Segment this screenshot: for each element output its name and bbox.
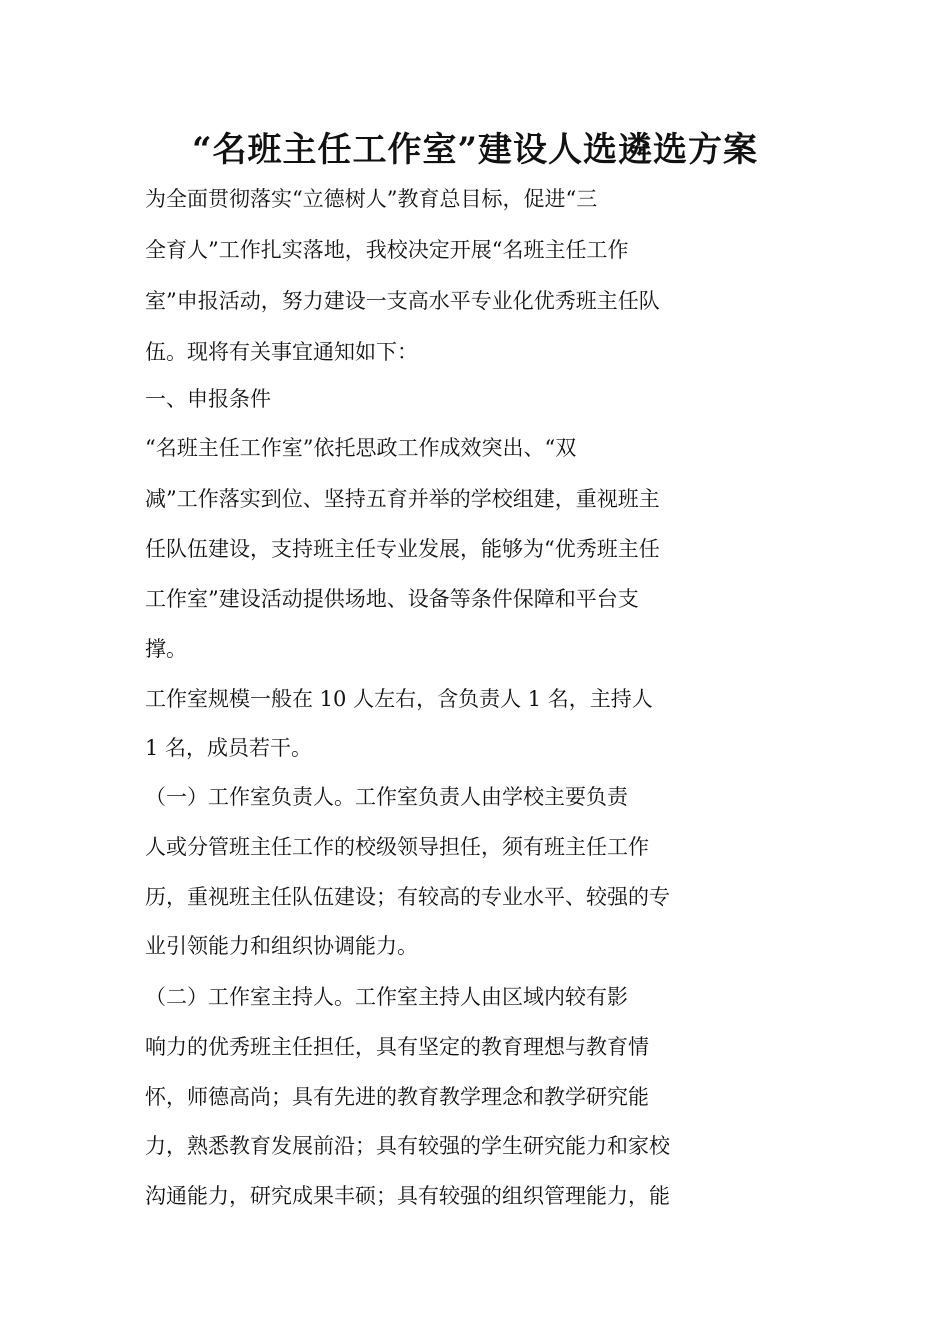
paragraph-line: 任队伍建设，支持班主任专业发展，能够为“优秀班主任 xyxy=(145,537,660,561)
paragraph-line: 工作室规模一般在 10 人左右，含负责人 1 名，主持人 xyxy=(145,687,653,711)
paragraph-line: 撑。 xyxy=(145,637,187,661)
paragraph-line: 为全面贯彻落实“立德树人”教育总目标，促进“三 xyxy=(145,187,598,211)
paragraph-line: 减”工作落实到位、坚持五育并举的学校组建，重视班主 xyxy=(145,487,660,511)
paragraph-line: 沟通能力，研究成果丰硕；具有较强的组织管理能力，能 xyxy=(145,1184,670,1208)
paragraph-line: 伍。现将有关事宜通知如下： xyxy=(145,340,418,364)
paragraph-line: （二）工作室主持人。工作室主持人由区域内较有影 xyxy=(145,985,628,1009)
section-heading: 一、申报条件 xyxy=(145,387,271,411)
paragraph-line: 怀，师德高尚；具有先进的教育教学理念和教学研究能 xyxy=(145,1085,649,1109)
paragraph-line: 业引领能力和组织协调能力。 xyxy=(145,934,418,958)
paragraph-line: 历，重视班主任队伍建设；有较高的专业水平、较强的专 xyxy=(145,885,670,909)
paragraph-line: 人或分管班主任工作的校级领导担任，须有班主任工作 xyxy=(145,835,649,859)
paragraph-line: 力，熟悉教育发展前沿；具有较强的学生研究能力和家校 xyxy=(145,1134,670,1158)
paragraph-line: 工作室”建设活动提供场地、设备等条件保障和平台支 xyxy=(145,587,639,611)
paragraph-line: 全育人”工作扎实落地，我校决定开展“名班主任工作 xyxy=(145,238,629,262)
paragraph-line: （一）工作室负责人。工作室负责人由学校主要负责 xyxy=(145,785,628,809)
paragraph-line: “名班主任工作室”依托思政工作成效突出、“双 xyxy=(145,436,577,460)
paragraph-line: 响力的优秀班主任担任，具有坚定的教育理想与教育情 xyxy=(145,1035,649,1059)
paragraph-line: 室”申报活动，努力建设一支高水平专业化优秀班主任队 xyxy=(145,289,660,313)
document-title: “名班主任工作室”建设人选遴选方案 xyxy=(191,130,759,170)
paragraph-line: 1 名，成员若干。 xyxy=(145,736,313,760)
